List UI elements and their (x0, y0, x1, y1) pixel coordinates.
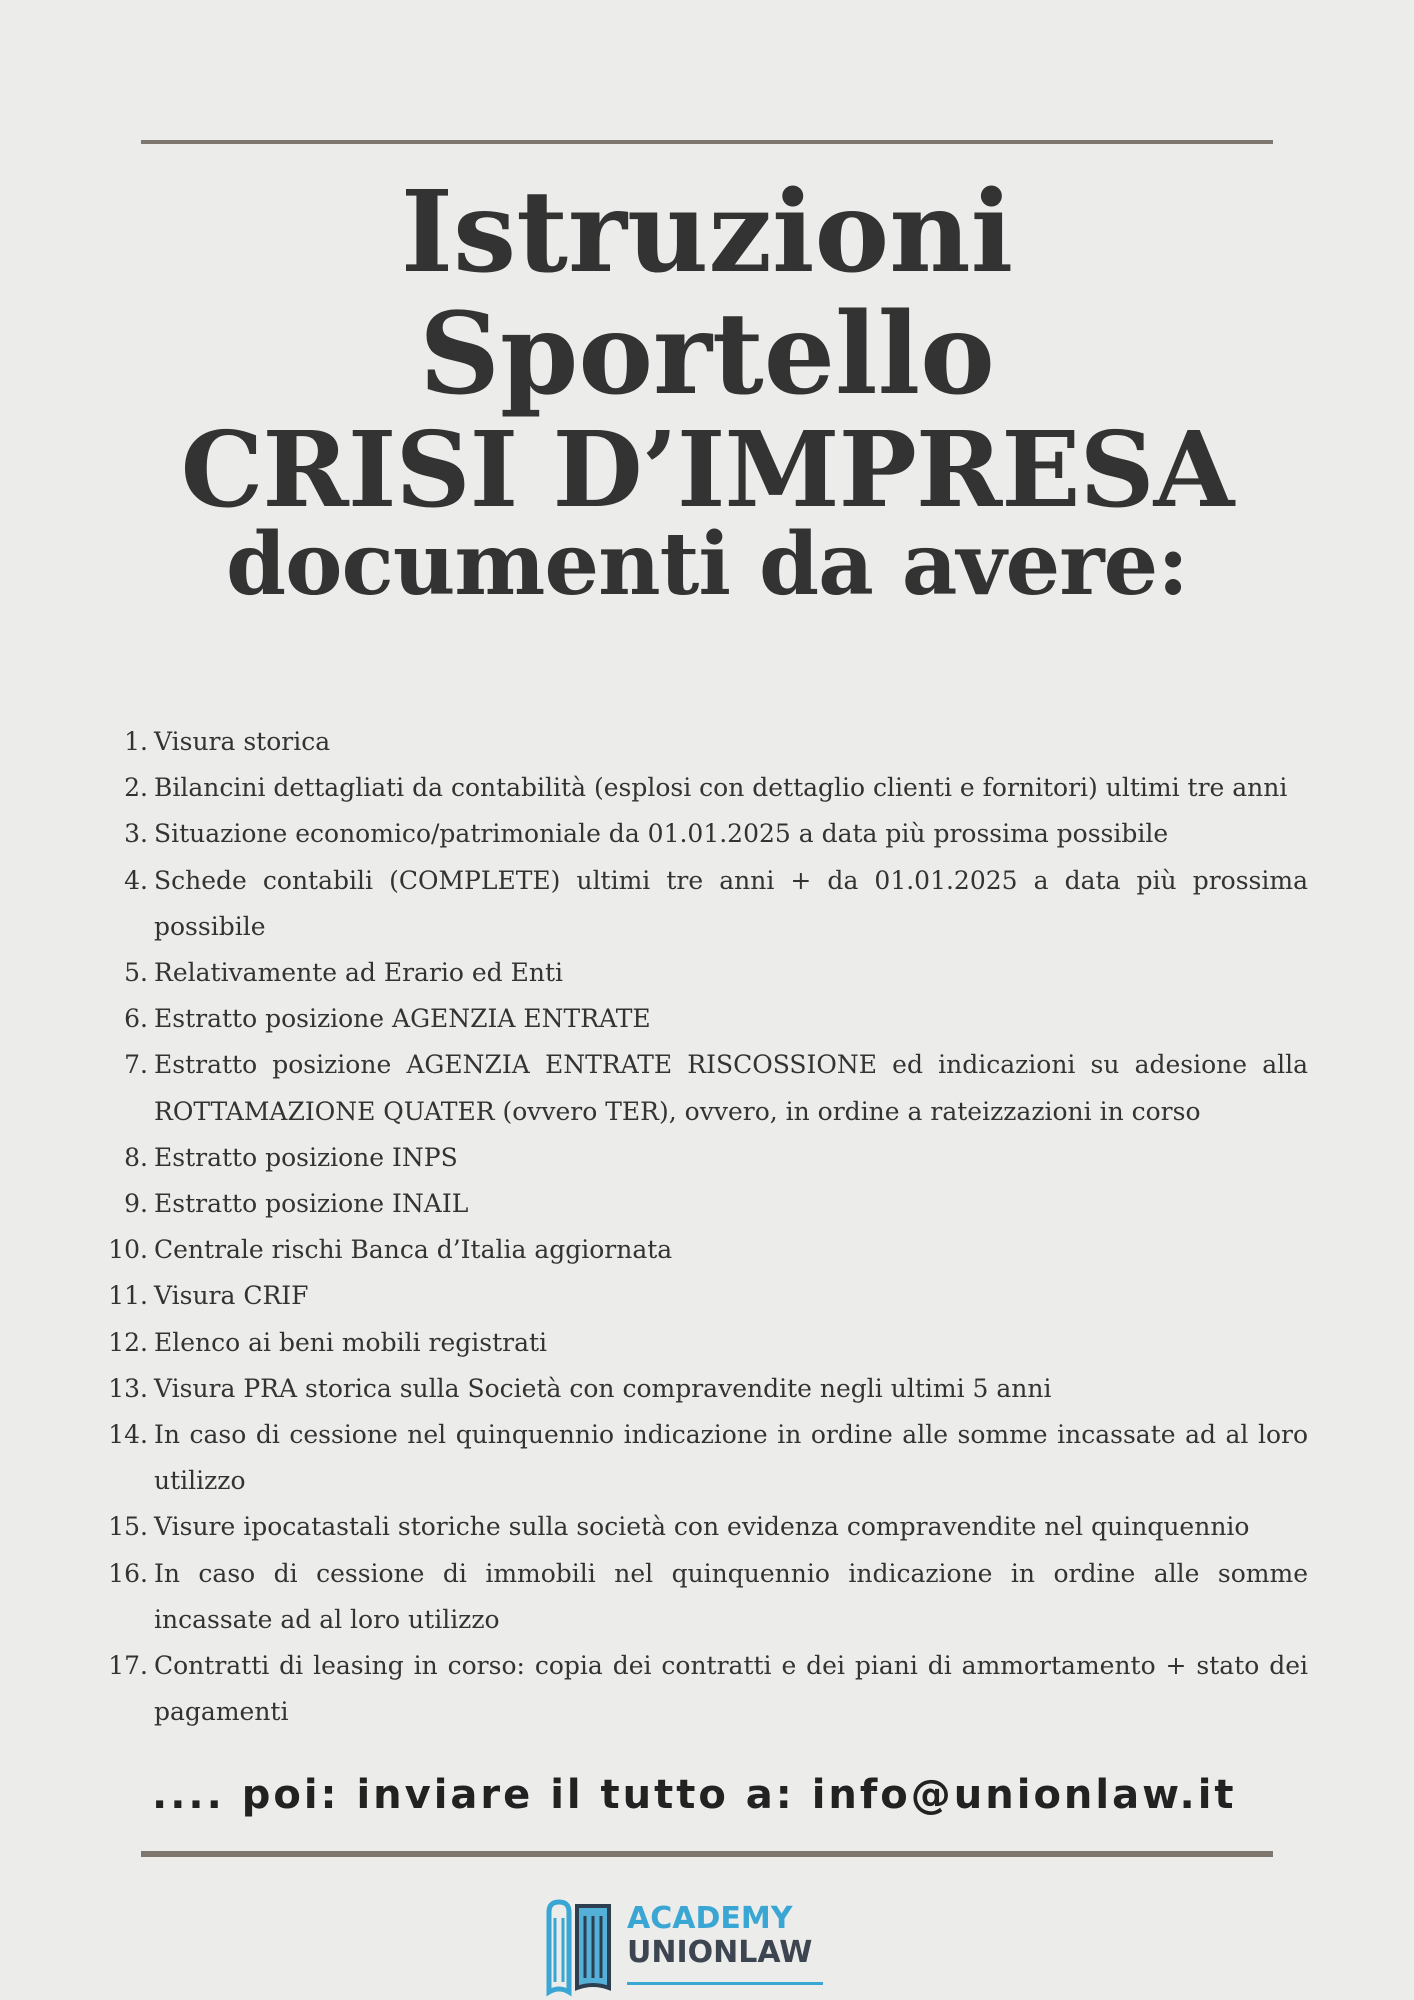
document-item-text: Visure ipocatastali storiche sulla società con evidenza compravendite nel quinquennio (154, 1512, 1250, 1542)
document-item-number: 4. (124, 865, 148, 895)
document-item (108, 1412, 1308, 1504)
document-item (108, 1273, 1308, 1319)
document-item-text: Schede contabili (COMPLETE) ultimi tre anni + da 01.01.2025 a data più prossima possibile (154, 865, 1308, 941)
documents-list (108, 719, 1308, 1735)
document-item (108, 1320, 1308, 1366)
document-item-number: 3. (124, 819, 148, 849)
document-item (124, 858, 1308, 950)
document-item-number: 1. (124, 727, 148, 756)
top-divider (141, 140, 1273, 144)
document-item-number: 11. (108, 1281, 148, 1311)
document-item-text: Relativamente ad Erario ed Enti (154, 958, 564, 988)
document-item (108, 1643, 1308, 1735)
document-item-text: Estratto posizione AGENZIA ENTRATE (154, 1004, 651, 1034)
document-item (124, 1042, 1308, 1134)
document-item (108, 1227, 1308, 1273)
document-item-text: Visura storica (154, 727, 331, 756)
document-item-text: Bilancini dettagliati da contabilità (esplosi con dettaglio clienti e fornitori) ultimi tre anni (154, 773, 1288, 803)
document-item-number: 7. (124, 1050, 148, 1080)
document-item-text: Contratti di leasing in corso: copia dei contratti e dei piani di ammortamento + stato dei pagamenti (154, 1651, 1308, 1727)
send-instruction: .... poi: inviare il tutto a: info@unionlaw.it (152, 1772, 1237, 1818)
document-item (124, 719, 1308, 765)
document-item-text: In caso di cessione nel quinquennio indicazione in ordine alle somme incassate ad al loro utilizzo (154, 1420, 1308, 1496)
document-item-number: 5. (124, 958, 148, 988)
logo-text-academy: ACADEMY (627, 1901, 793, 1936)
document-item-number: 12. (108, 1327, 148, 1357)
document-item-number: 16. (108, 1558, 148, 1588)
title-line-3: CRISI D’IMPRESA (180, 408, 1234, 531)
books-icon (543, 1898, 615, 1998)
logo-text-unionlaw: UNIONLAW (627, 1935, 813, 1970)
document-item (124, 1181, 1308, 1227)
document-item (124, 950, 1308, 996)
document-item (108, 1504, 1308, 1550)
document-item-number: 15. (108, 1512, 148, 1542)
document-item (124, 1135, 1308, 1181)
document-item-number: 10. (108, 1235, 148, 1265)
document-item-number: 6. (124, 1004, 148, 1034)
bottom-divider (141, 1851, 1273, 1857)
document-item (108, 1551, 1308, 1643)
logo-underline (627, 1982, 823, 1985)
document-item (124, 765, 1308, 811)
document-item-text: In caso di cessione di immobili nel quinquennio indicazione in ordine alle somme incassate ad al loro utilizzo (154, 1558, 1308, 1634)
document-item-text: Centrale rischi Banca d’Italia aggiornata (154, 1235, 673, 1265)
document-item-text: Estratto posizione INAIL (154, 1189, 469, 1219)
document-item (108, 1366, 1308, 1412)
document-item-number: 2. (124, 773, 148, 803)
document-item-text: Visura PRA storica sulla Società con compravendite negli ultimi 5 anni (154, 1373, 1052, 1403)
document-item-number: 9. (124, 1189, 148, 1219)
subtitle: documenti da avere: (226, 514, 1188, 615)
document-item-number: 14. (108, 1420, 148, 1450)
document-item-text: Elenco ai beni mobili registrati (154, 1327, 548, 1357)
document-item-text: Situazione economico/patrimoniale da 01.01.2025 a data più prossima possibile (154, 819, 1169, 849)
document-item-text: Estratto posizione AGENZIA ENTRATE RISCOSSIONE ed indicazioni su adesione alla ROTTAMAZIONE QUATER (ovvero TER), ovvero, in ordine a rateizzazioni in corso (154, 1050, 1308, 1126)
document-item-text: Estratto posizione INPS (154, 1142, 458, 1172)
document-item-text: Visura CRIF (154, 1281, 309, 1311)
document-item-number: 13. (108, 1373, 148, 1403)
logo-text (627, 1902, 812, 1970)
document-item-number: 8. (124, 1142, 148, 1172)
document-item-number: 17. (108, 1651, 148, 1681)
document-item (124, 811, 1308, 857)
title-line-1: Istruzioni (400, 167, 1014, 298)
title-line-2: Sportello (419, 289, 995, 420)
document-item (124, 996, 1308, 1042)
